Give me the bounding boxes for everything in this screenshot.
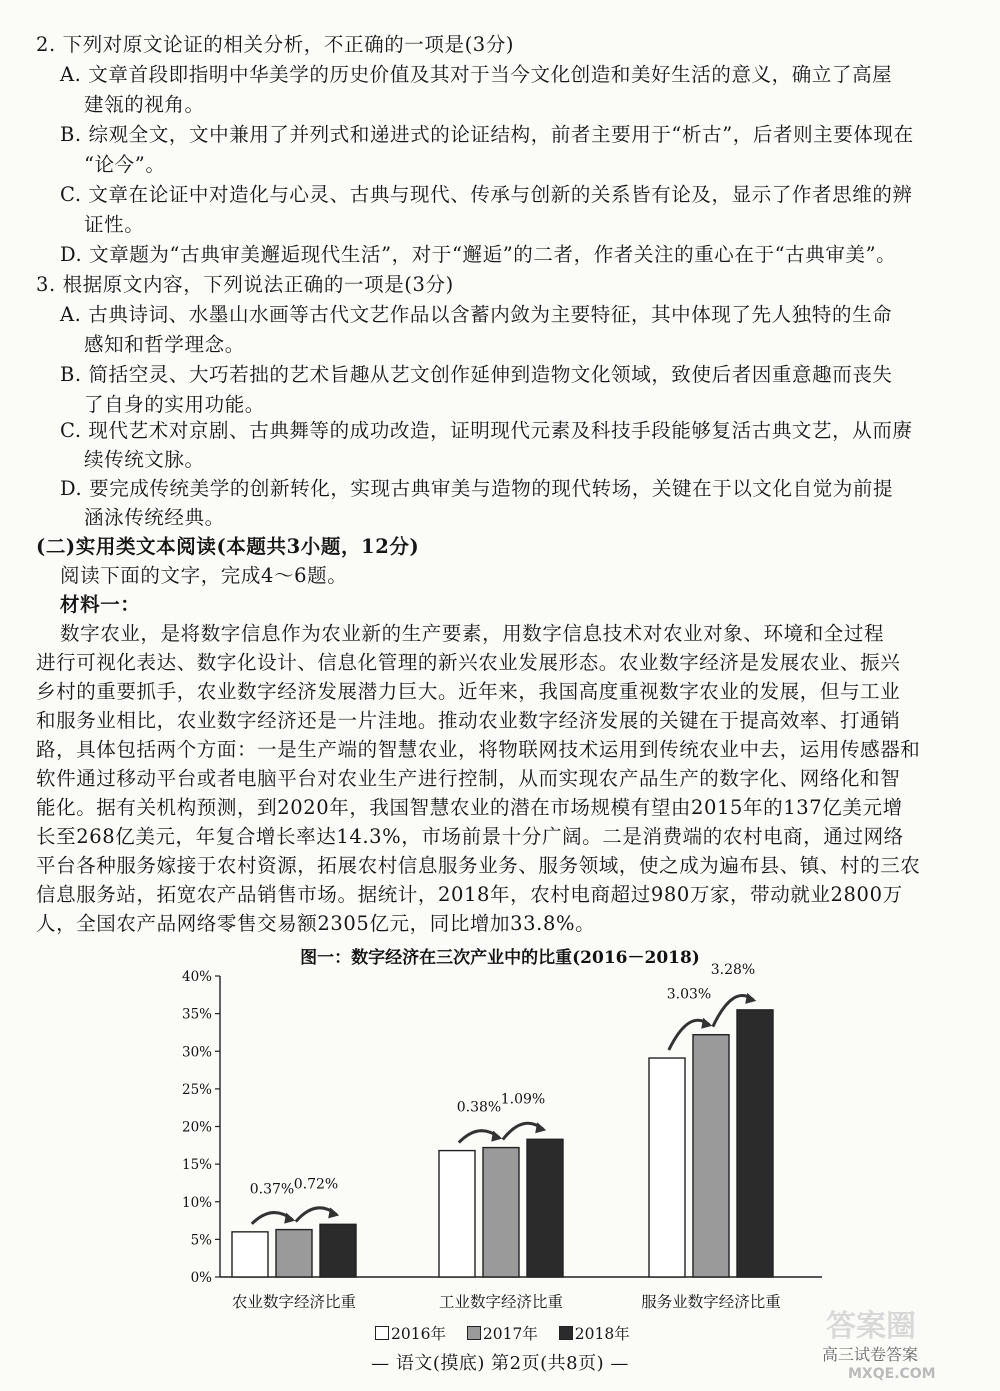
bar xyxy=(320,1224,356,1277)
q3-option-d-line2: 涵泳传统经典。 xyxy=(84,506,225,529)
material-paragraph-line: 长至268亿美元，年复合增长率达14.3%，市场前景十分广阔。二是消费端的农村电商，通过网络 xyxy=(36,825,904,848)
increment-arrowhead xyxy=(745,993,756,1004)
x-category-label: 工业数字经济比重 xyxy=(438,1293,564,1311)
increment-label: 0.38% xyxy=(456,1099,502,1116)
material-paragraph-line: 平台各种服务嫁接于农村资源，拓展农村信息服务业务、服务领域，使之成为遍布县、镇、村的三农 xyxy=(36,854,921,877)
bar xyxy=(439,1151,475,1277)
q2-option-a-line1: A. 文章首段即指明中华美学的历史价值及其对于当今文化创造和美好生活的意义，确立了高屋 xyxy=(60,63,893,86)
legend-label-2017: 2017年 xyxy=(482,1325,538,1343)
y-tick-label: 5% xyxy=(190,1232,212,1249)
increment-label: 0.72% xyxy=(293,1176,339,1193)
q3-option-d-line1: D. 要完成传统美学的创新转化，实现古典审美与造物的现代转场，关键在于以文化自觉为前提 xyxy=(60,477,894,500)
bar xyxy=(649,1058,685,1277)
page-footer: — 语文(摸底) 第2页(共8页) — xyxy=(371,1353,629,1374)
y-tick-label: 35% xyxy=(181,1006,212,1023)
svg-text:答案圈: 答案圈 xyxy=(826,1309,916,1344)
material-paragraph-line: 信息服务站，拓宽农产品销售市场。据统计，2018年，农村电商超过980万家，带动就业2800万 xyxy=(36,883,903,906)
y-tick-label: 25% xyxy=(181,1081,212,1098)
q2-option-c-line2: 证性。 xyxy=(84,213,145,236)
material-paragraph-line: 和服务业相比，农业数字经济还是一片洼地。推动农业数字经济发展的关键在于提高效率、打通销 xyxy=(36,709,901,732)
digital-economy-bar-chart xyxy=(170,943,830,1318)
svg-text:MXQE.COM: MXQE.COM xyxy=(848,1366,936,1382)
q3-option-a-line2: 感知和哲学理念。 xyxy=(84,333,245,356)
q2-option-a-line2: 建瓴的视角。 xyxy=(84,93,205,116)
bar xyxy=(737,1010,773,1277)
section-instruction: 阅读下面的文字，完成4～6题。 xyxy=(60,564,348,587)
y-tick-label: 0% xyxy=(190,1270,212,1286)
y-tick-label: 30% xyxy=(181,1044,212,1061)
q3-option-c-line2: 续传统文脉。 xyxy=(84,448,205,471)
material-paragraph-line: 人，全国农产品网络零售交易额2305亿元，同比增加33.8%。 xyxy=(36,912,596,935)
increment-arrowhead xyxy=(701,1018,712,1029)
q3-option-c-line1: C. 现代艺术对京剧、古典舞等的成功改造，证明现代元素及科技手段能够复活古典文艺，从而赓 xyxy=(60,419,913,442)
bar xyxy=(483,1148,519,1277)
material-paragraph-line: 乡村的重要抓手，农业数字经济发展潜力巨大。近年来，我国高度重视数字农业的发展，但与工业 xyxy=(36,680,901,703)
bar xyxy=(527,1139,563,1277)
y-tick-label: 20% xyxy=(181,1119,212,1136)
material-paragraph-line: 进行可视化表达、数字化设计、信息化管理的新兴农业发展形态。农业数字经济是发展农业、振兴 xyxy=(36,651,901,674)
legend-item-2018 xyxy=(559,1325,630,1343)
q3-option-b-line2: 了自身的实用功能。 xyxy=(84,393,265,416)
legend-label-2016: 2016年 xyxy=(391,1325,446,1343)
q3-option-a-line1: A. 古典诗词、水墨山水画等古代文艺作品以含蓄内敛为主要特征，其中体现了先人独特的生命 xyxy=(60,303,893,326)
legend-item-2016 xyxy=(375,1325,446,1343)
q2-stem: 2. 下列对原文论证的相关分析，不正确的一项是(3分) xyxy=(36,33,515,56)
material-label: 材料一： xyxy=(60,593,141,616)
q2-option-d: D. 文章题为“古典审美邂逅现代生活”，对于“邂逅”的二者，作者关注的重心在于“古典审美”。 xyxy=(60,243,897,266)
svg-text:高三试卷答案: 高三试卷答案 xyxy=(822,1345,919,1364)
increment-label: 3.03% xyxy=(666,986,712,1003)
q3-option-b-line1: B. 简括空灵、大巧若拙的艺术旨趣从艺文创作延伸到造物文化领域，致使后者因重意趣而丧失 xyxy=(60,363,893,386)
material-paragraph-line: 路，具体包括两个方面：一是生产端的智慧农业，将物联网技术运用到传统农业中去，运用传感器和 xyxy=(36,738,921,761)
chart-title: 图一：数字经济在三次产业中的比重(2016－2018) xyxy=(300,948,700,968)
y-tick-label: 40% xyxy=(181,969,212,985)
q2-option-b-line1: B. 综观全文，文中兼用了并列式和递进式的论证结构，前者主要用于“析古”，后者则主要体现在 xyxy=(60,123,914,146)
legend-label-2018: 2018年 xyxy=(574,1325,630,1343)
increment-label: 1.09% xyxy=(500,1091,546,1108)
legend-swatch-2018 xyxy=(559,1326,573,1340)
section-heading: (二)实用类文本阅读(本题共3小题，12分) xyxy=(36,535,420,558)
y-tick-label: 10% xyxy=(181,1194,212,1211)
y-tick-label: 15% xyxy=(181,1157,212,1174)
chart-legend xyxy=(375,1322,646,1344)
material-paragraph-line: 软件通过移动平台或者电脑平台对农业生产进行控制，从而实现农产品生产的数字化、网络化和智 xyxy=(36,767,901,790)
q3-stem: 3. 根据原文内容，下列说法正确的一项是(3分) xyxy=(36,273,454,296)
legend-swatch-2017 xyxy=(467,1326,481,1340)
legend-swatch-2016 xyxy=(375,1326,389,1340)
increment-label: 3.28% xyxy=(710,961,756,978)
material-paragraph-line: 能化。据有关机构预测，到2020年，我国智慧农业的潜在市场规模有望由2015年的137亿美元增 xyxy=(36,796,903,819)
q2-option-c-line1: C. 文章在论证中对造化与心灵、古典与现代、传承与创新的关系皆有论及，显示了作者思维的辨 xyxy=(60,183,913,206)
bar xyxy=(693,1035,729,1277)
bar xyxy=(276,1230,312,1277)
q2-option-b-line2: “论今”。 xyxy=(84,153,166,176)
watermark-logo xyxy=(808,1302,988,1382)
material-paragraph-line: 数字农业，是将数字信息作为农业新的生产要素，用数字信息技术对农业对象、环境和全过程 xyxy=(60,622,885,645)
increment-label: 0.37% xyxy=(249,1181,295,1198)
x-category-label: 服务业数字经济比重 xyxy=(641,1293,781,1311)
x-category-label: 农业数字经济比重 xyxy=(231,1293,357,1311)
bar xyxy=(232,1232,268,1277)
legend-item-2017 xyxy=(467,1325,538,1343)
